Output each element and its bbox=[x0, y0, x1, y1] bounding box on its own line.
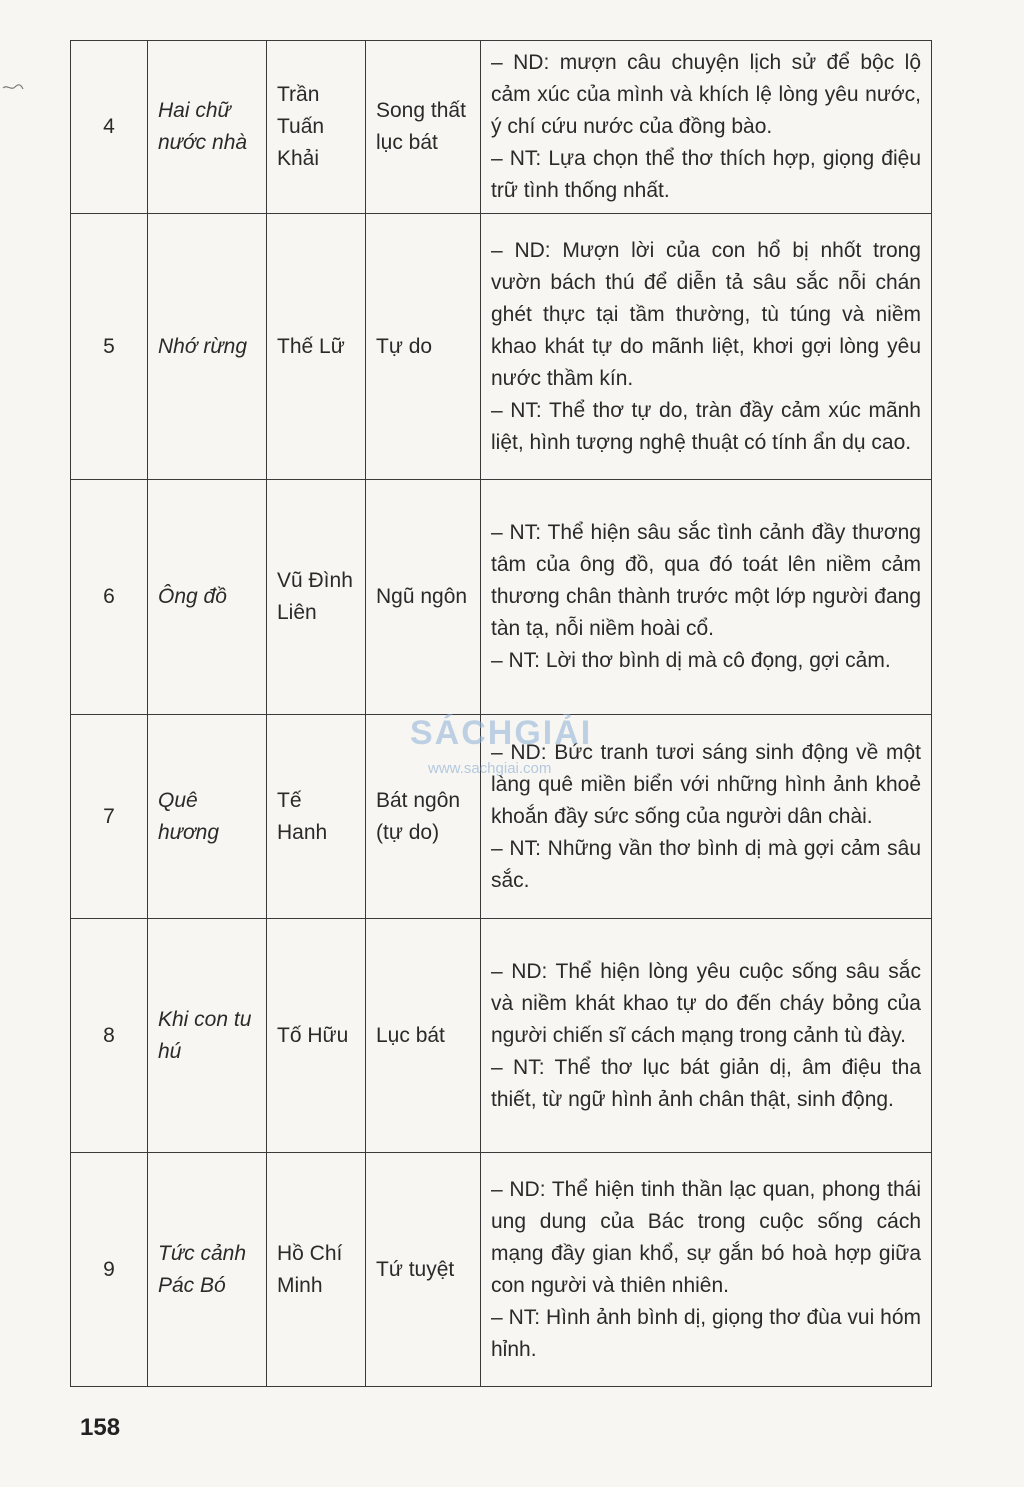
table-row bbox=[71, 1153, 932, 1387]
poem-title: Hai chữ nước nhà bbox=[148, 41, 267, 214]
poem-form: Song thất lục bát bbox=[366, 41, 481, 214]
content-paragraph: – ND: Thể hiện lòng yêu cuộc sống sâu sắc và niềm khát khao tự do đến cháy bỏng của người chiến sĩ cách mạng trong cảnh tù đày. bbox=[491, 959, 921, 1047]
content-paragraph: – NT: Lời thơ bình dị mà cô đọng, gợi cảm. bbox=[491, 649, 891, 672]
content-paragraph: – NT: Những vần thơ bình dị mà gợi cảm sâu sắc. bbox=[491, 836, 921, 892]
table-row bbox=[71, 715, 932, 919]
row-number: 6 bbox=[71, 480, 148, 715]
poem-content bbox=[481, 214, 932, 480]
table-row bbox=[71, 41, 932, 214]
poem-form: Tứ tuyệt bbox=[366, 1153, 481, 1387]
content-paragraph: – NT: Lựa chọn thể thơ thích hợp, giọng điệu trữ tình thống nhất. bbox=[491, 147, 921, 202]
poem-author: Tố Hữu bbox=[267, 919, 366, 1153]
content-paragraph: – ND: mượn câu chuyện lịch sử để bộc lộ cảm xúc của mình và khích lệ lòng yêu nước, ý chí cứu nước của đồng bào. bbox=[491, 51, 921, 138]
poem-form: Tự do bbox=[366, 214, 481, 480]
content-paragraph: – ND: Thể hiện tinh thần lạc quan, phong thái ung dung của Bác trong cuộc sống cách mạng đầy gian khổ, sự gắn bó hoà hợp giữa con người và thiên nhiên. bbox=[491, 1177, 921, 1297]
page-number: 158 bbox=[80, 1414, 121, 1441]
table-body bbox=[71, 41, 932, 1387]
row-number: 8 bbox=[71, 919, 148, 1153]
content-paragraph: – NT: Hình ảnh bình dị, giọng thơ đùa vui hóm hỉnh. bbox=[491, 1305, 921, 1361]
poem-summary-table bbox=[70, 40, 932, 1387]
poem-author: Tế Hanh bbox=[267, 715, 366, 919]
poem-title: Quê hương bbox=[148, 715, 267, 919]
poem-title: Nhớ rừng bbox=[148, 214, 267, 480]
row-number: 7 bbox=[71, 715, 148, 919]
row-number: 5 bbox=[71, 214, 148, 480]
poem-title: Ông đồ bbox=[148, 480, 267, 715]
poem-content bbox=[481, 715, 932, 919]
content-paragraph: – NT: Thể hiện sâu sắc tình cảnh đầy thương tâm của ông đồ, qua đó toát lên niềm cảm thương chân thành trước một lớp người đang tàn tạ, nỗi niềm hoài cổ. bbox=[491, 521, 921, 640]
poem-author: Vũ Đình Liên bbox=[267, 480, 366, 715]
content-paragraph: – NT: Thể thơ lục bát giản dị, âm điệu tha thiết, từ ngữ hình ảnh chân thật, sinh động. bbox=[491, 1055, 921, 1111]
poem-content bbox=[481, 1153, 932, 1387]
content-paragraph: – ND: Bức tranh tươi sáng sinh động về một làng quê miền biển với những hình ảnh khoẻ khoắn đầy sức sống của người dân chài. bbox=[491, 740, 921, 828]
table-row bbox=[71, 214, 932, 480]
poem-form: Lục bát bbox=[366, 919, 481, 1153]
poem-content bbox=[481, 919, 932, 1153]
poem-form: Ngũ ngôn bbox=[366, 480, 481, 715]
poem-title: Tức cảnh Pác Bó bbox=[148, 1153, 267, 1387]
watermark-brand: SÁCHGIẢI bbox=[410, 714, 593, 752]
poem-content bbox=[481, 41, 932, 214]
poem-author: Thế Lữ bbox=[267, 214, 366, 480]
poem-title: Khi con tu hú bbox=[148, 919, 267, 1153]
poem-content bbox=[481, 480, 932, 715]
row-number: 4 bbox=[71, 41, 148, 214]
poem-form: Bát ngôn (tự do) bbox=[366, 715, 481, 919]
scan-edge-mark bbox=[2, 82, 24, 94]
poem-author: Hồ Chí Minh bbox=[267, 1153, 366, 1387]
poem-author: Trần Tuấn Khải bbox=[267, 41, 366, 214]
content-paragraph: – ND: Mượn lời của con hổ bị nhốt trong vườn bách thú để diễn tả sâu sắc nỗi chán ghét thực tại tầm thường, tù túng và niềm khao khát tự do mãnh liệt, khơi gợi lòng yêu nước thầm kín. bbox=[491, 238, 921, 390]
table-row bbox=[71, 919, 932, 1153]
content-paragraph: – NT: Thể thơ tự do, tràn đầy cảm xúc mãnh liệt, hình tượng nghệ thuật có tính ẩn dụ cao. bbox=[491, 398, 921, 454]
row-number: 9 bbox=[71, 1153, 148, 1387]
watermark-url: www.sachgiai.com bbox=[428, 760, 552, 777]
table-row bbox=[71, 480, 932, 715]
